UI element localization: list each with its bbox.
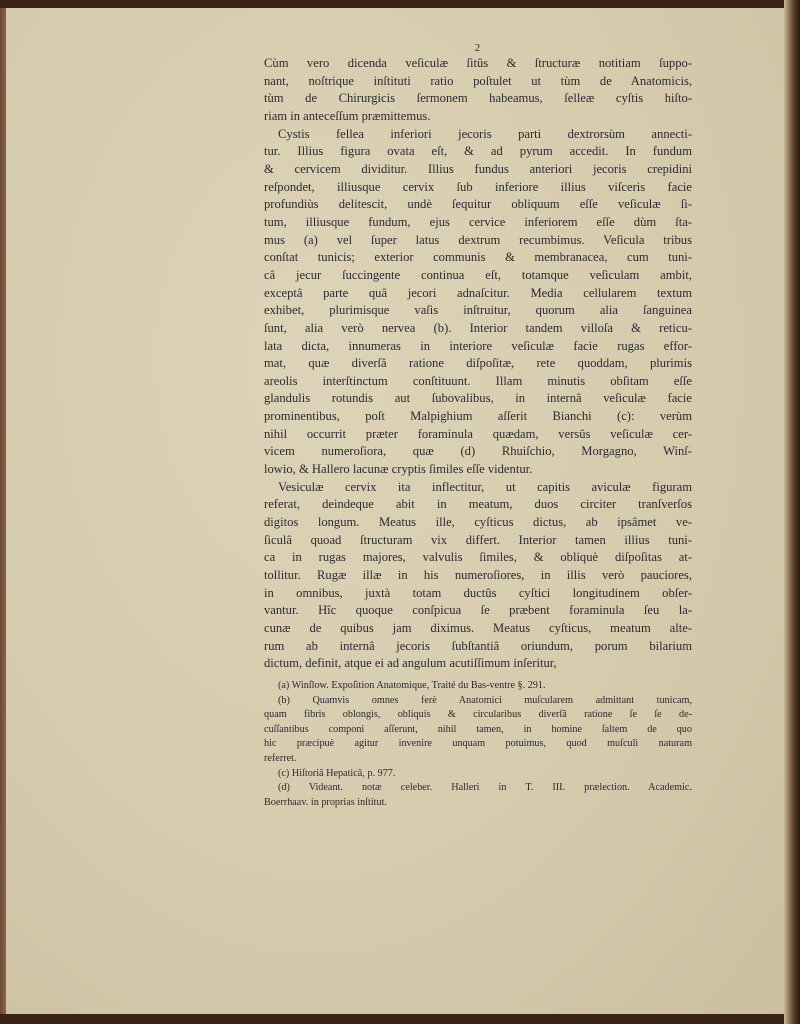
body-line: profundiùs delitescit, undè ſequitur obliquum eſſe veſiculæ ſi- [264, 197, 692, 212]
body-line: & cervicem dividitur. Illius fundus anteriori jecoris crepidini [264, 161, 692, 176]
body-line: tur. Illius figura ovata eſt, & ad pyrum accedit. In fundum [264, 144, 692, 159]
body-line: mat, quæ diverſâ ratione diſpoſitæ, rete quoddam, plurimis [264, 356, 692, 371]
body-line: tollitur. Rugæ illæ in his numeroſiores, in illis verò pauciores, [264, 568, 692, 583]
body-line: cunæ de quibus jam diximus. Meatus cyſticus, meatum alte- [264, 621, 692, 635]
footnote-line: Boerrhaav. in proprias inſtitut. [264, 796, 387, 808]
body-line: Vesiculæ cervix ita inflectitur, ut capitis aviculæ figuram [278, 479, 692, 494]
body-line: Cùm vero dicenda veſiculæ ſitûs & ſtructuræ notitiam ſuppo- [264, 56, 692, 70]
body-line: glandulis rotundis aut ſubovalibus, in internâ veſiculæ facie [264, 391, 692, 406]
book-page [6, 8, 787, 1014]
footnote-line: referret. [264, 752, 297, 764]
body-line: referat, deindeque abit in meatum, duos circiter tranſverſos [264, 497, 692, 512]
body-line: reſpondet, illiusque cervix ſub inferiore illius viſceris facie [264, 179, 692, 194]
footnote-line: (a) Winſlow. Expoſition Anatomique, Traité du Bas-ventre §. 291. [278, 679, 546, 691]
body-line: digitos longum. Meatus ille, cyſticus dictus, ab ipsâmet ve- [264, 515, 692, 530]
footnote-line: quam fibris oblongis, obliquis & circularibus diverſâ ratione ſe ſe de- [264, 709, 692, 721]
body-line: lata dicta, innumeras in interiore veſiculæ facie rugas effor- [264, 338, 692, 353]
page-number: 2 [474, 42, 482, 54]
body-line: Cystis fellea inferiori jecoris parti dextrorsùm annecti- [278, 126, 692, 141]
body-line: exceptâ parte quâ jecori adnaſcitur. Media cellularem textum [264, 285, 692, 300]
body-line: vicem numeroſiora, quæ (d) Rhuiſchio, Morgagno, Winſ- [264, 444, 692, 459]
right-page-edge [784, 0, 800, 1024]
body-line: prominentibus, poſt Malpighium aſſerit Bianchi (c): verùm [264, 409, 692, 424]
body-line: tùm de Chirurgicis ſermonem habeamus, ſelleæ cyſtis hiſto- [264, 91, 692, 106]
text-block [264, 42, 692, 810]
body-line: dictum, definit, atque ei ad angulum acutiſſimum inſeritur, [264, 656, 557, 671]
body-line: nihil occurrit præter foraminula quædam, versûs veſiculæ cer- [264, 426, 692, 441]
body-line: conſtat tunicis; exterior communis & membranacea, cum tuni- [264, 250, 692, 265]
body-line: tum, illiusque fundum, ejus cervice inferiorem eſſe dùm ſta- [264, 214, 692, 229]
body-line: ſiculâ quoad ſtructuram vix differt. Interior tamen illius tuni- [264, 532, 692, 547]
body-line: vantur. Hîc quoque conſpicua ſe præbent foraminula ſeu la- [264, 603, 692, 618]
body-line: lowio, & Hallero lacunæ cryptis ſimiles eſſe videntur. [264, 462, 533, 477]
body-line: riam in anteceſſum præmittemus. [264, 108, 431, 123]
body-line: in omnibus, juxtà totam ductûs cyſtici longitudinem obſer- [264, 585, 692, 600]
body-line: ſunt, alia verò nervea (b). Interior tandem villoſa & reticu- [264, 320, 692, 335]
footnote-line: (b) Quamvis omnes ferè Anatomici muſcularem admittant tunicam, [278, 694, 692, 706]
body-text [264, 55, 692, 673]
footnote-line: (d) Videant. notæ celeber. Halleri in T. III. prælection. Academic. [278, 782, 692, 794]
footnote-line: (c) Hiſtoriâ Hepaticâ, p. 977. [278, 767, 396, 779]
footnote-line: hic præcipuè agitur invenire unquam potuimus, quod muſculi naturam [264, 738, 692, 750]
body-line: nant, noſtrique inſtituti ratio poſtulet ut tùm de Anatomicis, [264, 73, 692, 88]
footnotes [264, 679, 692, 810]
body-line: mus (a) vel ſuper latus dextrum recumbimus. Veſicula tribus [264, 232, 692, 247]
footnote-line: cuſſantibus componi aſſerunt, nihil tamen, in homine ſaltem de quo [264, 723, 692, 735]
body-line: exhibet, plurimisque vaſis inſtruitur, quorum alia ſanguinea [264, 303, 692, 318]
body-line: areolis interſtinctum conſtituunt. Illam minutis obſitam eſſe [264, 373, 692, 388]
body-line: rum ab internâ jecoris ſubſtantiâ oriundum, porum bilarium [264, 638, 692, 653]
body-line: ca in rugas majores, valvulis ſimiles, & obliquè diſpoſitas at- [264, 550, 692, 565]
body-line: câ jecur ſuccingente continua eſt, totamque veſiculam ambit, [264, 267, 692, 282]
